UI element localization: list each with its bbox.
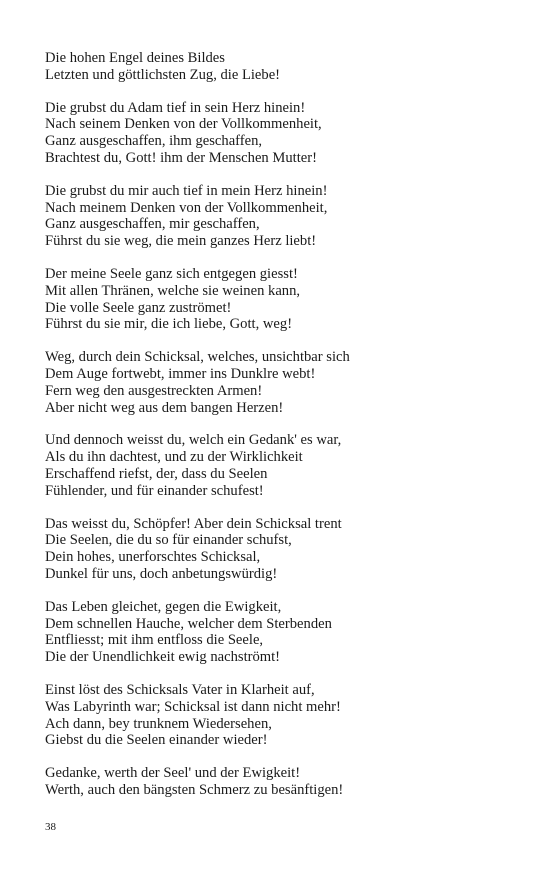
verse-line: Führst du sie mir, die ich liebe, Gott, weg!	[45, 316, 293, 333]
verse-line: Die Seelen, die du so für einander schufst,	[45, 532, 292, 549]
stanza	[45, 100, 525, 167]
verse-line: Weg, durch dein Schicksal, welches, unsichtbar sich	[45, 349, 350, 366]
verse-line: Brachtest du, Gott! ihm der Menschen Mutter!	[45, 149, 317, 166]
verse-line: Ganz ausgeschaffen, mir geschaffen,	[45, 216, 260, 233]
stanza	[45, 266, 525, 333]
stanza	[45, 183, 525, 250]
verse-line: Die volle Seele ganz zuströmet!	[45, 299, 232, 316]
verse-line: Dunkel für uns, doch anbetungswürdig!	[45, 565, 278, 582]
verse-line: Die grubst du Adam tief in sein Herz hinein!	[45, 99, 306, 116]
verse-line: Aber nicht weg aus dem bangen Herzen!	[45, 399, 284, 416]
stanza	[45, 432, 525, 499]
stanza	[45, 765, 525, 799]
verse-line: Das weisst du, Schöpfer! Aber dein Schicksal trent	[45, 515, 342, 532]
stanza	[45, 516, 525, 583]
verse-line: Ach dann, bey trunknem Wiedersehen,	[45, 715, 272, 732]
page-number: 38	[45, 821, 56, 833]
verse-line: Entfliesst; mit ihm entfloss die Seele,	[45, 632, 264, 649]
verse-line: Und dennoch weisst du, welch ein Gedank' es war,	[45, 432, 342, 449]
verse-line: Mit allen Thränen, welche sie weinen kann,	[45, 282, 301, 299]
verse-line: Dein hohes, unerforschtes Schicksal,	[45, 549, 261, 566]
poem-body	[45, 50, 525, 815]
stanza	[45, 682, 525, 749]
verse-line: Fern weg den ausgestreckten Armen!	[45, 382, 263, 399]
verse-line: Werth, auch den bängsten Schmerz zu besänftigen!	[45, 781, 344, 798]
verse-line: Dem schnellen Hauche, welcher dem Sterbenden	[45, 615, 332, 632]
stanza	[45, 50, 525, 84]
stanza	[45, 599, 525, 666]
verse-line: Erschaffend riefst, der, dass du Seelen	[45, 465, 268, 482]
verse-line: Als du ihn dachtest, und zu der Wirklichkeit	[45, 449, 303, 466]
verse-line: Gedanke, werth der Seel' und der Ewigkeit!	[45, 765, 301, 782]
verse-line: Dem Auge fortwebt, immer ins Dunklre webt!	[45, 365, 316, 382]
verse-line: Nach meinem Denken von der Vollkommenheit,	[45, 199, 328, 216]
verse-line: Führst du sie weg, die mein ganzes Herz liebt!	[45, 233, 317, 250]
verse-line: Letzten und göttlichsten Zug, die Liebe!	[45, 66, 281, 83]
verse-line: Die grubst du mir auch tief in mein Herz hinein!	[45, 182, 328, 199]
verse-line: Die der Unendlichkeit ewig nachströmt!	[45, 649, 281, 666]
verse-line: Die hohen Engel deines Bildes	[45, 50, 225, 66]
verse-line: Der meine Seele ganz sich entgegen giesst!	[45, 265, 298, 282]
stanza	[45, 349, 525, 416]
verse-line: Nach seinem Denken von der Vollkommenheit,	[45, 116, 322, 133]
verse-line: Fühlender, und für einander schufest!	[45, 482, 264, 499]
verse-line: Giebst du die Seelen einander wieder!	[45, 732, 268, 749]
verse-line: Was Labyrinth war; Schicksal ist dann nicht mehr!	[45, 698, 341, 715]
verse-line: Das Leben gleichet, gegen die Ewigkeit,	[45, 598, 282, 615]
verse-line: Ganz ausgeschaffen, ihm geschaffen,	[45, 133, 263, 150]
verse-line: Einst löst des Schicksals Vater in Klarheit auf,	[45, 681, 315, 698]
